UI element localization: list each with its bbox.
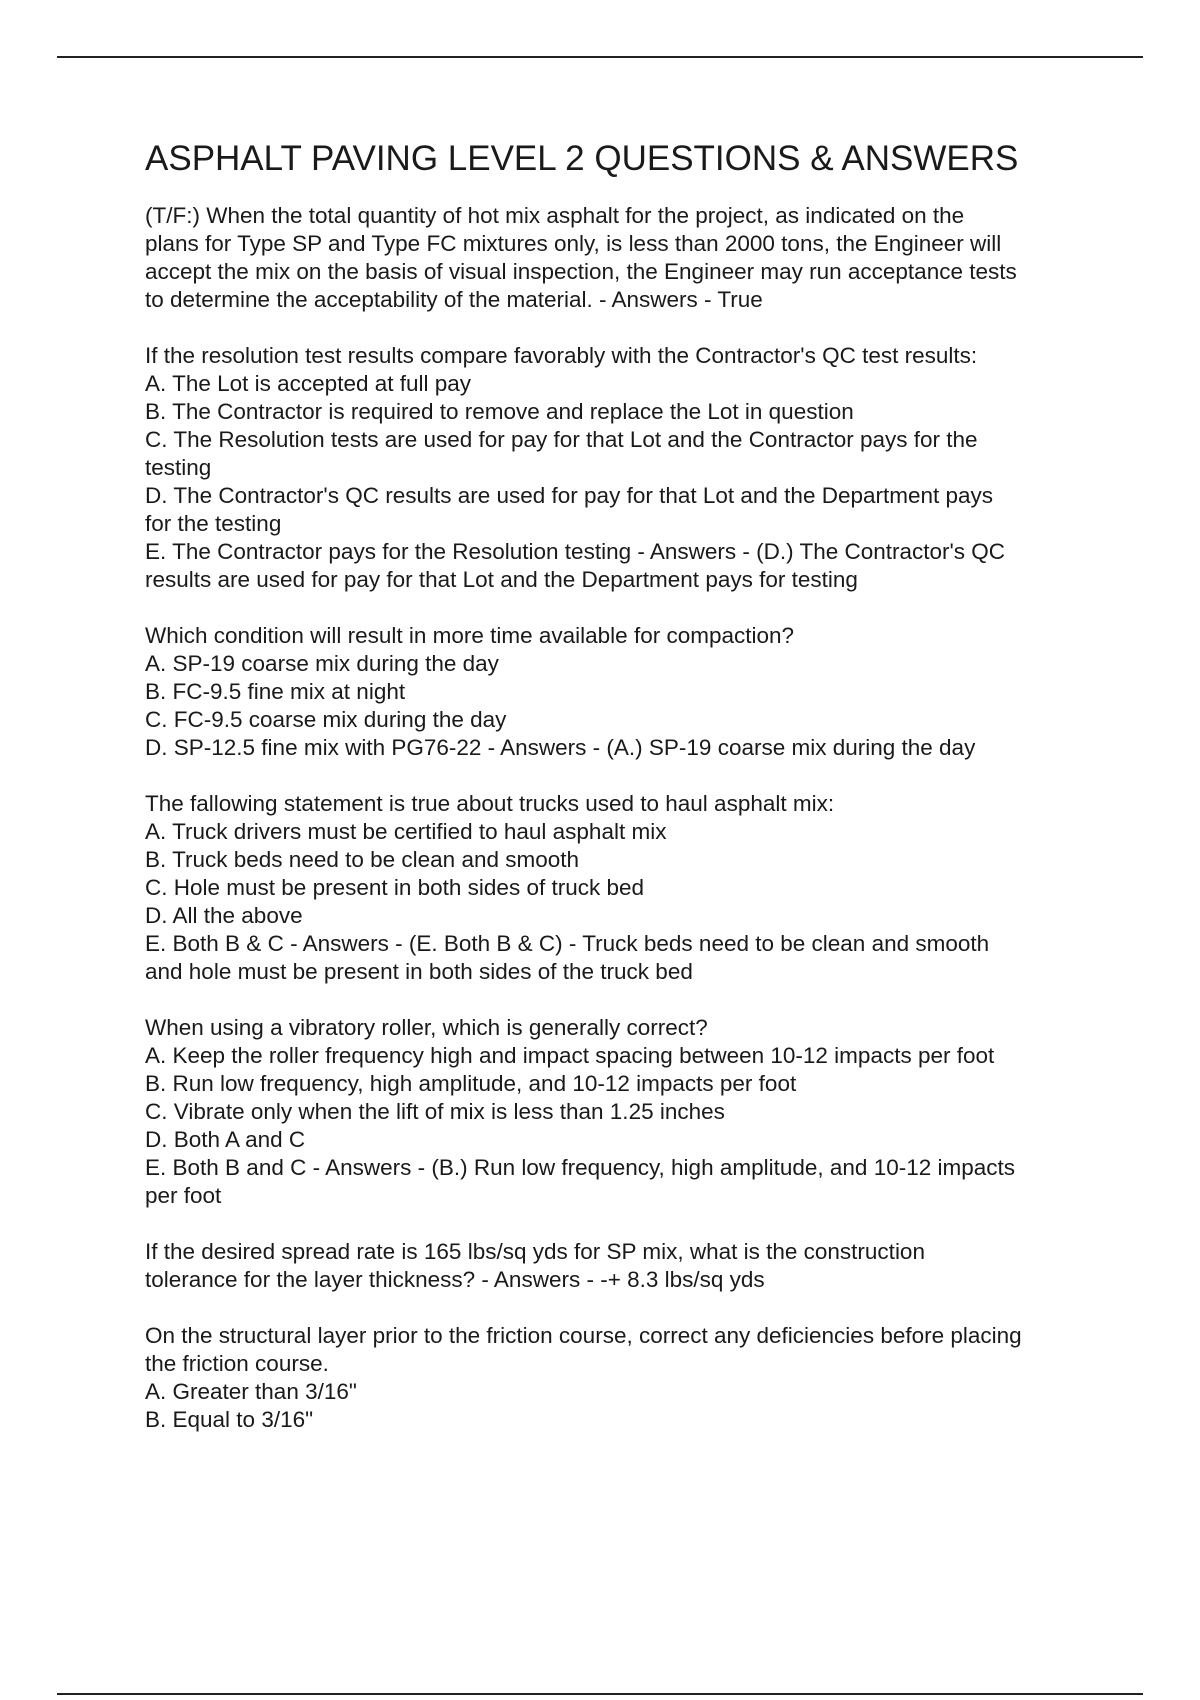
question-block-7 — [145, 1322, 1105, 1434]
question-line: (T/F:) When the total quantity of hot mix asphalt for the project, as indicated on the — [145, 203, 965, 228]
option-line: A. Keep the roller frequency high and impact spacing between 10-12 impacts per foot — [145, 1043, 995, 1068]
option-line: B. Run low frequency, high amplitude, and 10-12 impacts per foot — [145, 1071, 797, 1096]
option-line: A. The Lot is accepted at full pay — [145, 371, 472, 396]
option-line: C. Hole must be present in both sides of truck bed — [145, 875, 645, 900]
page-title: ASPHALT PAVING LEVEL 2 QUESTIONS & ANSWERS — [145, 139, 1019, 178]
option-line: for the testing — [145, 511, 282, 536]
option-line: testing — [145, 455, 212, 480]
question-line: If the desired spread rate is 165 lbs/sq yds for SP mix, what is the construction — [145, 1239, 925, 1264]
question-line: accept the mix on the basis of visual inspection, the Engineer may run acceptance tests — [145, 259, 1017, 284]
option-line: B. The Contractor is required to remove and replace the Lot in question — [145, 399, 854, 424]
question-line: Which condition will result in more time available for compaction? — [145, 623, 795, 648]
question-block-2 — [145, 342, 1105, 594]
option-line: A. Truck drivers must be certified to haul asphalt mix — [145, 819, 667, 844]
question-block-3 — [145, 622, 1105, 762]
question-line: the friction course. — [145, 1351, 329, 1376]
answer-line: E. The Contractor pays for the Resolution testing - Answers - (D.) The Contractor's QC — [145, 539, 1006, 564]
question-block-1 — [145, 202, 1105, 314]
answer-line: to determine the acceptability of the material. - Answers - True — [145, 287, 763, 312]
bottom-divider — [57, 1693, 1143, 1695]
question-line: On the structural layer prior to the friction course, correct any deficiencies before placing — [145, 1323, 1022, 1348]
question-line: plans for Type SP and Type FC mixtures only, is less than 2000 tons, the Engineer will — [145, 231, 1002, 256]
question-line: If the resolution test results compare favorably with the Contractor's QC test results: — [145, 343, 978, 368]
document-body — [145, 138, 1105, 1462]
answer-line: per foot — [145, 1183, 222, 1208]
answer-line: D. SP-12.5 fine mix with PG76-22 - Answers - (A.) SP-19 coarse mix during the day — [145, 735, 976, 760]
option-line: C. The Resolution tests are used for pay for that Lot and the Contractor pays for the — [145, 427, 978, 452]
option-line: C. Vibrate only when the lift of mix is less than 1.25 inches — [145, 1099, 725, 1124]
option-line: B. Equal to 3/16" — [145, 1407, 314, 1432]
answer-line: results are used for pay for that Lot and the Department pays for testing — [145, 567, 858, 592]
answer-line: E. Both B & C - Answers - (E. Both B & C) - Truck beds need to be clean and smooth — [145, 931, 990, 956]
option-line: B. FC-9.5 fine mix at night — [145, 679, 406, 704]
question-line: When using a vibratory roller, which is generally correct? — [145, 1015, 708, 1040]
option-line: A. Greater than 3/16" — [145, 1379, 357, 1404]
question-line: The fallowing statement is true about trucks used to haul asphalt mix: — [145, 791, 835, 816]
answer-line: and hole must be present in both sides of the truck bed — [145, 959, 693, 984]
option-line: D. Both A and C — [145, 1127, 306, 1152]
top-divider — [57, 56, 1143, 58]
question-block-6 — [145, 1238, 1105, 1294]
question-block-4 — [145, 790, 1105, 986]
option-line: D. The Contractor's QC results are used for pay for that Lot and the Department pays — [145, 483, 994, 508]
answer-line: tolerance for the layer thickness? - Answers - -+ 8.3 lbs/sq yds — [145, 1267, 765, 1292]
option-line: D. All the above — [145, 903, 303, 928]
option-line: C. FC-9.5 coarse mix during the day — [145, 707, 507, 732]
option-line: A. SP-19 coarse mix during the day — [145, 651, 499, 676]
option-line: B. Truck beds need to be clean and smooth — [145, 847, 580, 872]
answer-line: E. Both B and C - Answers - (B.) Run low frequency, high amplitude, and 10-12 impacts — [145, 1155, 1016, 1180]
question-block-5 — [145, 1014, 1105, 1210]
